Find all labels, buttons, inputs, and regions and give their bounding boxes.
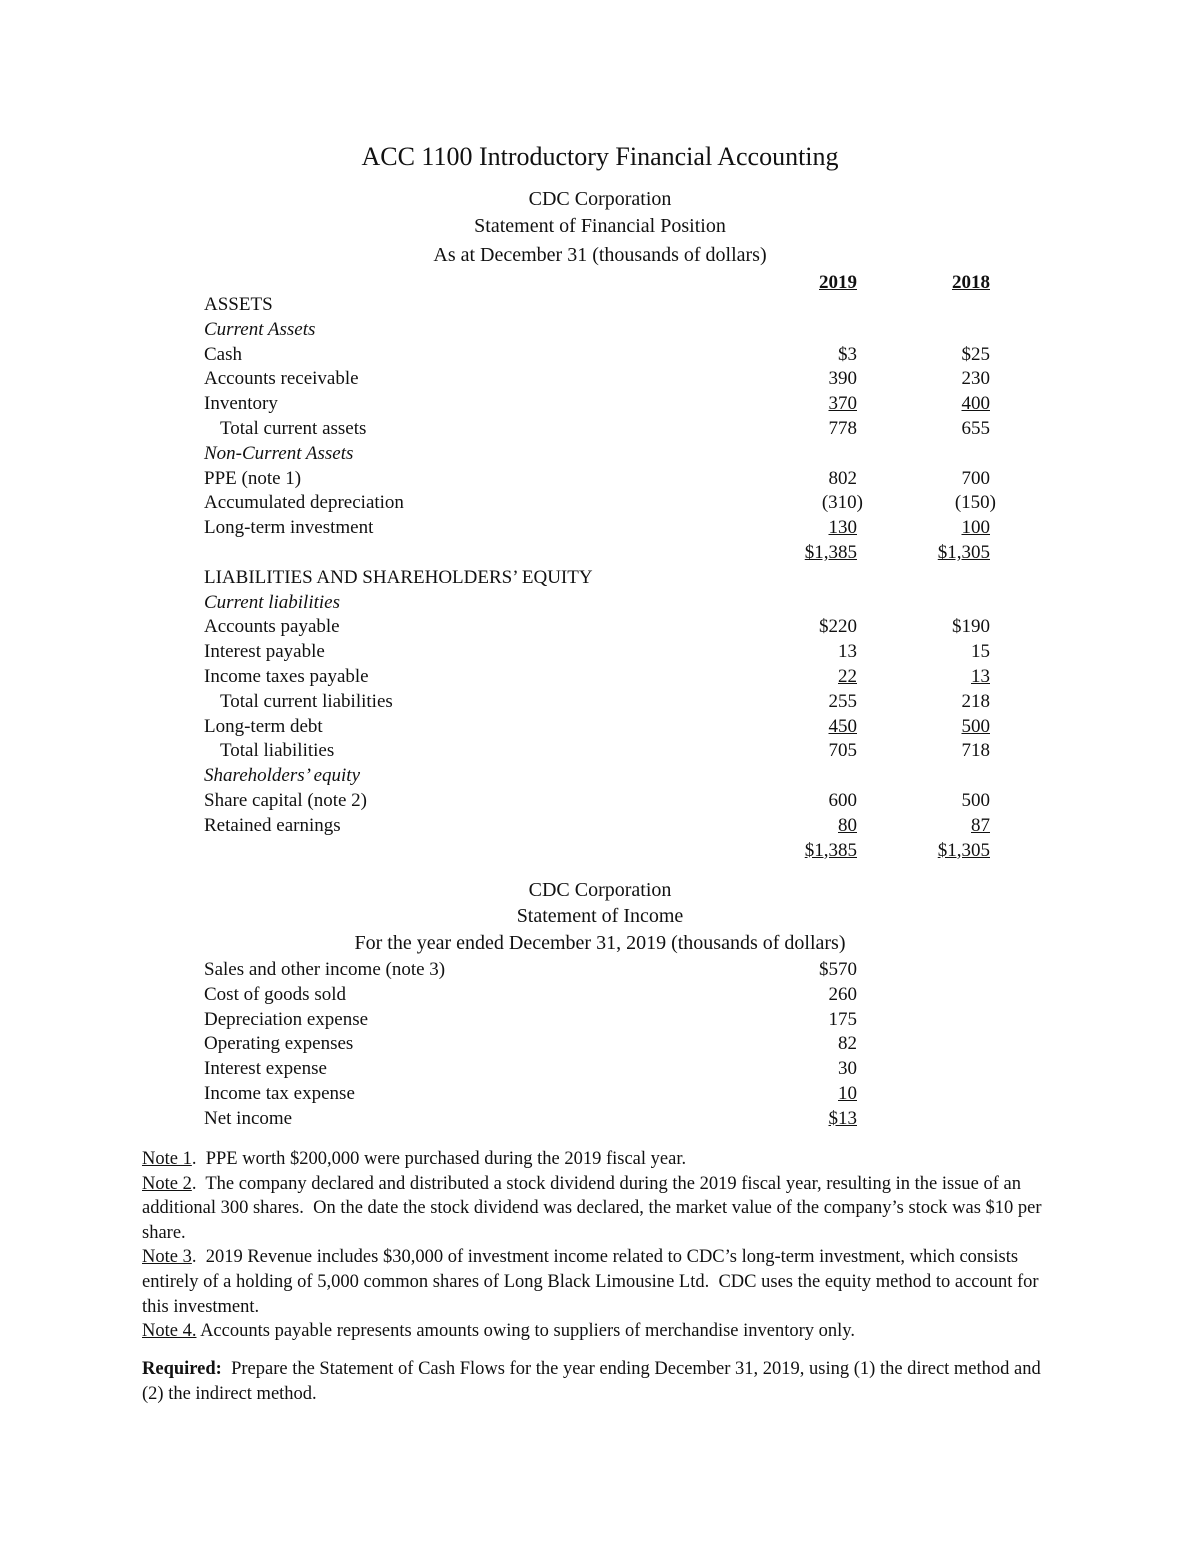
table-row-total-assets bbox=[0, 541, 1200, 566]
row-label: Inventory bbox=[204, 393, 278, 415]
income-statement-title: Statement of Income bbox=[516, 905, 684, 927]
table-row bbox=[0, 1032, 1200, 1057]
income-statement-period: For the year ended December 31, 2019 (thousands of dollars) bbox=[354, 932, 846, 954]
value-2019: 175 bbox=[828, 1008, 857, 1030]
row-label: Long-term debt bbox=[204, 715, 323, 737]
income-statement-table bbox=[0, 958, 1200, 1132]
required-instruction bbox=[142, 1357, 1052, 1406]
value-2019: $570 bbox=[819, 959, 857, 980]
section-heading-liabilities-equity: LIABILITIES AND SHAREHOLDERS’ EQUITY bbox=[204, 566, 593, 588]
note-1-ref: Note 1 bbox=[142, 1149, 192, 1169]
value-2019: 10 bbox=[838, 1082, 857, 1104]
value-2018: 700 bbox=[961, 467, 990, 489]
value-2019: $220 bbox=[819, 616, 857, 638]
row-label: Cash bbox=[204, 343, 242, 365]
value-2018: 87 bbox=[971, 814, 990, 836]
value-2019: 80 bbox=[838, 814, 857, 836]
table-row bbox=[0, 739, 1200, 764]
row-label: Long-term investment bbox=[204, 517, 374, 539]
table-row bbox=[0, 640, 1200, 665]
row-label: Cost of goods sold bbox=[204, 983, 346, 1005]
note-2 bbox=[142, 1172, 1052, 1246]
balance-sheet-period: As at December 31 (thousands of dollars) bbox=[433, 244, 767, 266]
note-2-ref: Note 2 bbox=[142, 1173, 192, 1194]
value-2019: 255 bbox=[828, 690, 857, 712]
value-2019: 30 bbox=[838, 1058, 857, 1080]
subsection-heading: Current liabilities bbox=[204, 591, 340, 613]
table-row bbox=[0, 566, 1200, 591]
table-row bbox=[0, 591, 1200, 616]
value-2019: $3 bbox=[838, 343, 857, 365]
note-1-text: PPE worth $200,000 were purchased during the 2019 fiscal year. bbox=[196, 1149, 687, 1169]
table-row bbox=[0, 665, 1200, 690]
note-1-sep: . bbox=[191, 1149, 197, 1169]
row-label: Total current assets bbox=[220, 417, 367, 439]
document-title: ACC 1100 Introductory Financial Accounting bbox=[361, 142, 839, 171]
value-2018: $190 bbox=[952, 616, 990, 638]
row-label: Net income bbox=[204, 1107, 293, 1129]
value-2019: 802 bbox=[828, 467, 857, 489]
table-row bbox=[0, 417, 1200, 442]
row-label: Accumulated depreciation bbox=[204, 492, 404, 514]
year-2019-header: 2019 bbox=[819, 272, 857, 293]
table-row bbox=[0, 715, 1200, 740]
value-2019: 390 bbox=[828, 368, 857, 390]
table-row bbox=[0, 814, 1200, 839]
table-row bbox=[0, 293, 1200, 318]
table-row bbox=[0, 764, 1200, 789]
subsection-heading: Shareholders’ equity bbox=[204, 765, 361, 787]
table-row bbox=[0, 615, 1200, 640]
value-2018: 230 bbox=[961, 368, 990, 390]
note-2-text: The company declared and distributed a stock dividend during the 2019 fiscal year, resulting in the issue of an additional 300 shares. On the date the stock dividend was declared, the market value of the company’s stock was $10 per share. bbox=[142, 1173, 1047, 1243]
row-label: Total current liabilities bbox=[220, 690, 393, 712]
table-row bbox=[0, 392, 1200, 417]
value-2019: (310) bbox=[821, 492, 863, 514]
value-2019: 370 bbox=[828, 393, 857, 415]
row-label: Interest expense bbox=[204, 1058, 327, 1080]
balance-sheet-company: CDC Corporation bbox=[528, 188, 672, 210]
total-assets-2019: $1,385 bbox=[804, 541, 857, 563]
notes-section bbox=[142, 1147, 1052, 1344]
value-2018: 218 bbox=[961, 690, 990, 712]
income-statement-company: CDC Corporation bbox=[528, 879, 672, 901]
table-row-total-liabilities-equity bbox=[0, 839, 1200, 864]
note-4-ref: Note 4. bbox=[142, 1321, 197, 1342]
required-text: Prepare the Statement of Cash Flows for the year ending December 31, 2019, using (1) the direct method and (2) the indirect method. bbox=[142, 1359, 1046, 1404]
row-label: Operating expenses bbox=[204, 1033, 354, 1055]
table-row bbox=[0, 442, 1200, 467]
value-2019: 13 bbox=[838, 641, 857, 663]
value-2019: 260 bbox=[828, 983, 857, 1005]
table-row bbox=[0, 318, 1200, 343]
note-3 bbox=[142, 1245, 1052, 1319]
row-label: Accounts payable bbox=[204, 616, 340, 638]
value-2019: 450 bbox=[828, 715, 857, 737]
subsection-heading: Current Assets bbox=[204, 318, 316, 340]
row-label: Interest payable bbox=[204, 641, 325, 663]
total-liabilities-equity-2019: $1,385 bbox=[804, 839, 857, 861]
table-row bbox=[0, 789, 1200, 814]
row-label: Total liabilities bbox=[220, 740, 335, 762]
table-row bbox=[0, 690, 1200, 715]
table-row bbox=[0, 958, 1200, 983]
balance-sheet-table bbox=[0, 293, 1200, 863]
table-row bbox=[0, 491, 1200, 516]
table-row bbox=[0, 343, 1200, 368]
table-row bbox=[0, 467, 1200, 492]
year-2018-header: 2018 bbox=[952, 272, 990, 293]
section-heading-assets: ASSETS bbox=[204, 294, 273, 315]
value-2018: 100 bbox=[961, 517, 990, 539]
table-row bbox=[0, 1057, 1200, 1082]
row-label: Depreciation expense bbox=[204, 1008, 369, 1030]
total-liabilities-equity-2018: $1,305 bbox=[937, 839, 990, 861]
table-row bbox=[0, 367, 1200, 392]
note-4 bbox=[142, 1319, 1052, 1344]
value-2018: 13 bbox=[971, 665, 990, 687]
table-row bbox=[0, 516, 1200, 541]
value-2019: 130 bbox=[828, 517, 857, 539]
net-income-value: $13 bbox=[828, 1107, 857, 1129]
note-4-text: Accounts payable represents amounts owing to suppliers of merchandise inventory only. bbox=[196, 1321, 855, 1342]
value-2018: 500 bbox=[961, 715, 990, 737]
note-3-sep: . bbox=[191, 1247, 197, 1268]
subsection-heading: Non-Current Assets bbox=[204, 442, 354, 464]
balance-sheet-title: Statement of Financial Position bbox=[474, 215, 726, 237]
value-2019: 82 bbox=[838, 1033, 857, 1055]
value-2019: 600 bbox=[828, 789, 857, 811]
total-assets-2018: $1,305 bbox=[937, 541, 990, 563]
value-2019: 778 bbox=[828, 417, 857, 439]
table-row bbox=[0, 1008, 1200, 1033]
note-3-text: 2019 Revenue includes $30,000 of investment income related to CDC’s long-term investment, which consists entirely of a holding of 5,000 common shares of Long Black Limousine Ltd. CDC uses the equity method to account for this investment. bbox=[142, 1247, 1044, 1317]
value-2018: 400 bbox=[961, 393, 990, 415]
value-2019: 22 bbox=[838, 665, 857, 687]
note-1 bbox=[142, 1147, 1052, 1172]
row-label: Income taxes payable bbox=[204, 665, 369, 687]
value-2018: $25 bbox=[961, 343, 990, 365]
value-2018: 15 bbox=[971, 641, 990, 663]
value-2019: 705 bbox=[828, 740, 857, 762]
row-label: Share capital (note 2) bbox=[204, 789, 368, 811]
note-3-ref: Note 3 bbox=[142, 1247, 192, 1268]
table-row bbox=[0, 983, 1200, 1008]
value-2018: 718 bbox=[961, 740, 990, 762]
table-row bbox=[0, 1107, 1200, 1132]
table-row bbox=[0, 1082, 1200, 1107]
value-2018: 500 bbox=[961, 789, 990, 811]
row-label: Accounts receivable bbox=[204, 368, 359, 390]
row-label: Retained earnings bbox=[204, 814, 341, 836]
required-label: Required: bbox=[142, 1359, 222, 1379]
value-2018: 655 bbox=[961, 417, 990, 439]
row-label: Income tax expense bbox=[204, 1082, 355, 1104]
row-label: Sales and other income (note 3) bbox=[204, 959, 446, 980]
value-2018: (150) bbox=[954, 492, 996, 514]
note-2-sep: . bbox=[191, 1173, 197, 1194]
row-label: PPE (note 1) bbox=[204, 467, 302, 489]
